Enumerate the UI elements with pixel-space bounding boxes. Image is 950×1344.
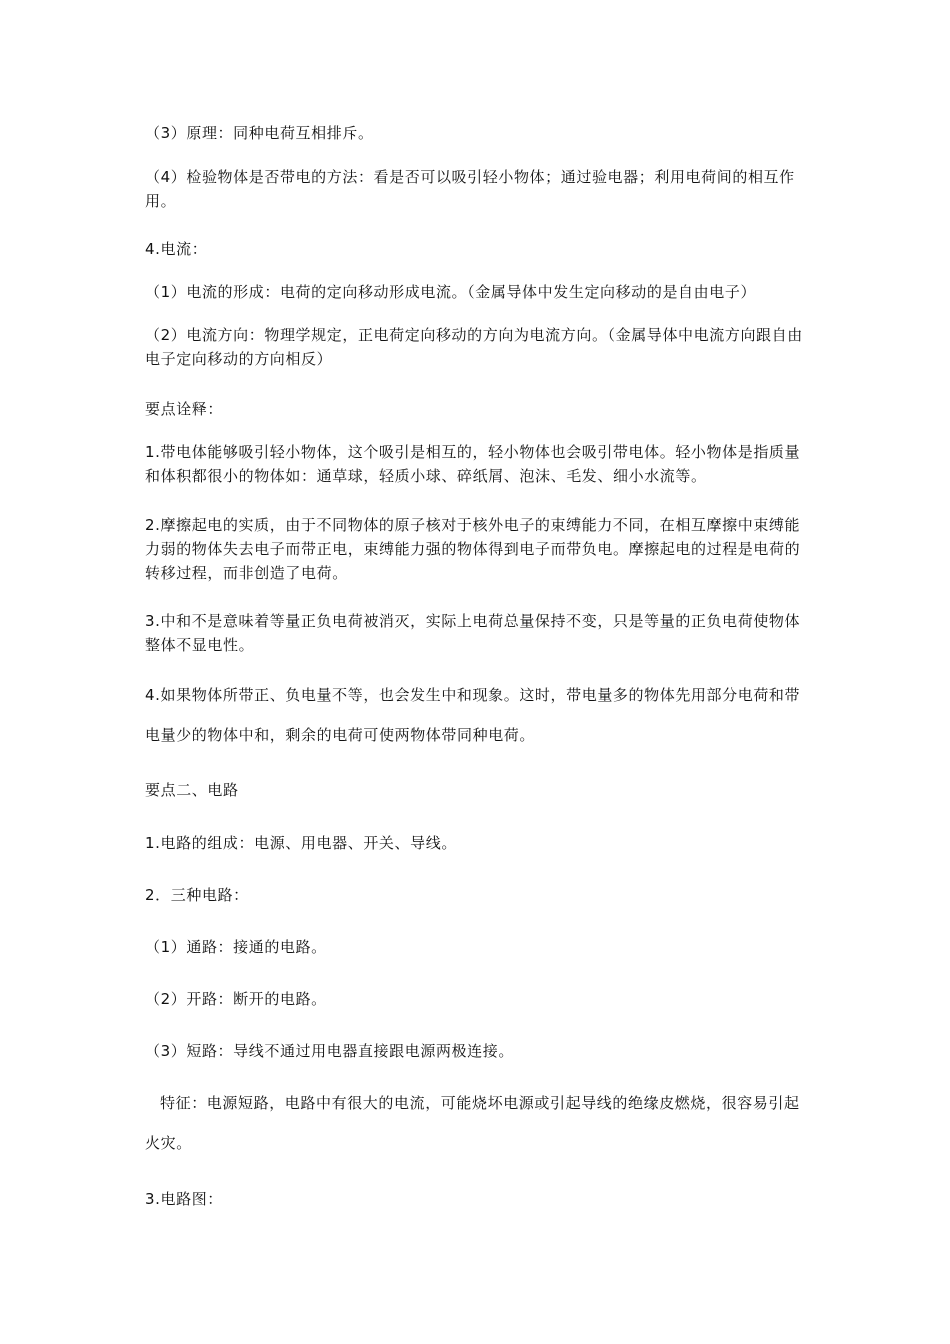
paragraph-note-2: 2.摩擦起电的实质，由于不同物体的原子核对于核外电子的束缚能力不同，在相互摩擦中束缚能力弱的物体失去电子而带正电，束缚能力强的物体得到电子而带负电。摩擦起电的过程是电荷的转移过程，而非创造了电荷。 [145, 516, 801, 582]
paragraph-closed-circuit: （1）通路：接通的电路。 [145, 938, 327, 956]
paragraph-short-circuit-feature: 特征：电源短路，电路中有很大的电流，可能烧坏电源或引起导线的绝缘皮燃烧，很容易引起火灾。 [145, 1094, 800, 1152]
paragraph-current-formation: （1）电流的形成：电荷的定向移动形成电流。（金属导体中发生定向移动的是自由电子） [145, 283, 757, 301]
heading-circuit: 要点二、电路 [145, 781, 239, 799]
paragraph-note-1: 1.带电体能够吸引轻小物体，这个吸引是相互的，轻小物体也会吸引带电体。轻小物体是指质量和体积都很小的物体如：通草球，轻质小球、碎纸屑、泡沫、毛发、细小水流等。 [145, 443, 801, 485]
paragraph-principle: （3）原理：同种电荷互相排斥。 [145, 124, 374, 142]
paragraph-three-circuits: 2．三种电路： [145, 886, 249, 904]
heading-key-notes: 要点诠释： [145, 400, 224, 418]
heading-current: 4.电流： [145, 240, 208, 258]
paragraph-current-direction: （2）电流方向：物理学规定，正电荷定向移动的方向为电流方向。（金属导体中电流方向跟自由电子定向移动的方向相反） [145, 326, 803, 368]
paragraph-open-circuit: （2）开路：断开的电路。 [145, 990, 327, 1008]
heading-circuit-diagram: 3.电路图： [145, 1190, 223, 1208]
paragraph-note-3: 3.中和不是意味着等量正负电荷被消灭，实际上电荷总量保持不变，只是等量的正负电荷使物体整体不显电性。 [145, 612, 801, 654]
paragraph-short-circuit: （3）短路：导线不通过用电器直接跟电源两极连接。 [145, 1042, 514, 1060]
paragraph-circuit-components: 1.电路的组成：电源、用电器、开关、导线。 [145, 834, 457, 852]
paragraph-detect-charge: （4）检验物体是否带电的方法：看是否可以吸引轻小物体；通过验电器；利用电荷间的相互作用。 [145, 168, 795, 210]
paragraph-note-4: 4.如果物体所带正、负电量不等，也会发生中和现象。这时，带电量多的物体先用部分电荷和带电量少的物体中和，剩余的电荷可使两物体带同种电荷。 [145, 686, 801, 744]
